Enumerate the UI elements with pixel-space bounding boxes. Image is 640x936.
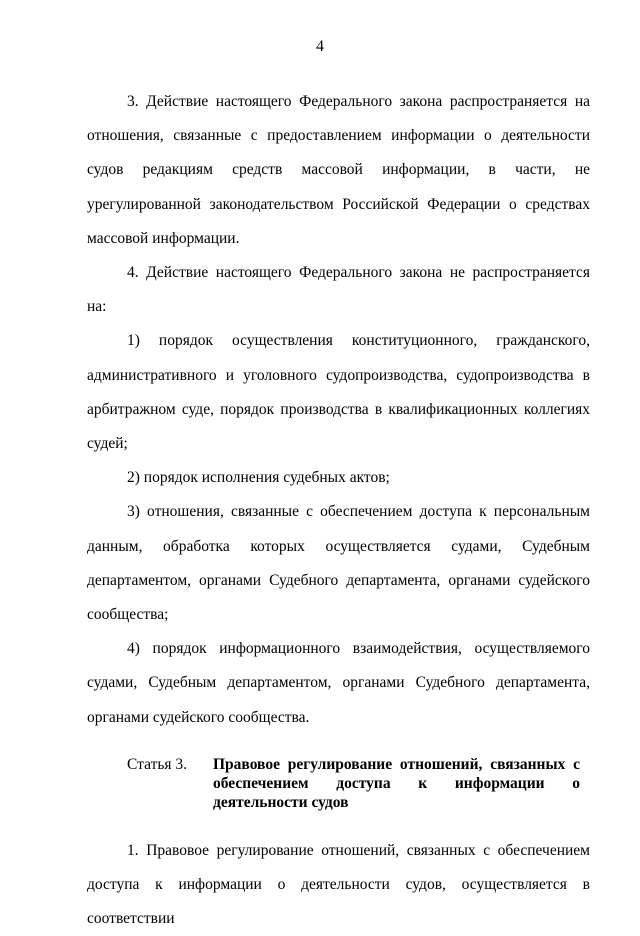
paragraph-exclusion-2: 2) порядок исполнения судебных актов; bbox=[127, 469, 390, 487]
page-number: 4 bbox=[316, 38, 324, 55]
document-body bbox=[87, 85, 590, 936]
paragraph-exclusion-1: 1) порядок осуществления конституционного, гражданского, административного и уголовного судопроизводства, судопроизводства в арбитражном суде, порядок производства в квалификационных коллегиях судей; bbox=[87, 332, 590, 453]
paragraph-exclusion-3: 3) отношения, связанные с обеспечением доступа к персональным данным, обработка которых осуществляется судами, Судебным департаментом, органами Судебного департамента, органами судейского сообщества; bbox=[87, 503, 590, 624]
article-heading bbox=[87, 755, 590, 812]
paragraph-legal-regulation: 1. Правовое регулирование отношений, связанных с обеспечением доступа к информации о деятельности судов, осуществляется в соответствии bbox=[87, 841, 590, 928]
paragraph-exclusion-4: 4) порядок информационного взаимодействия, осуществляемого судами, Судебным департаментом, органами Судебного департамента, органами судейского сообщества. bbox=[87, 640, 590, 726]
paragraph-scope-media: 3. Действие настоящего Федерального закона распространяется на отношения, связанные с предоставлением информации о деятельности судов редакциям средств массовой информации, в части, не урегулированной законодательством Российской Федерации о средствах массовой информации. bbox=[87, 93, 590, 247]
article-title: Правовое регулирование отношений, связанных с обеспечением доступа к информации о деятельности судов bbox=[213, 755, 580, 811]
article-number: Статья 3. bbox=[127, 755, 188, 773]
paragraph-exclusions-intro: 4. Действие настоящего Федерального закона не распространяется на: bbox=[87, 264, 590, 316]
